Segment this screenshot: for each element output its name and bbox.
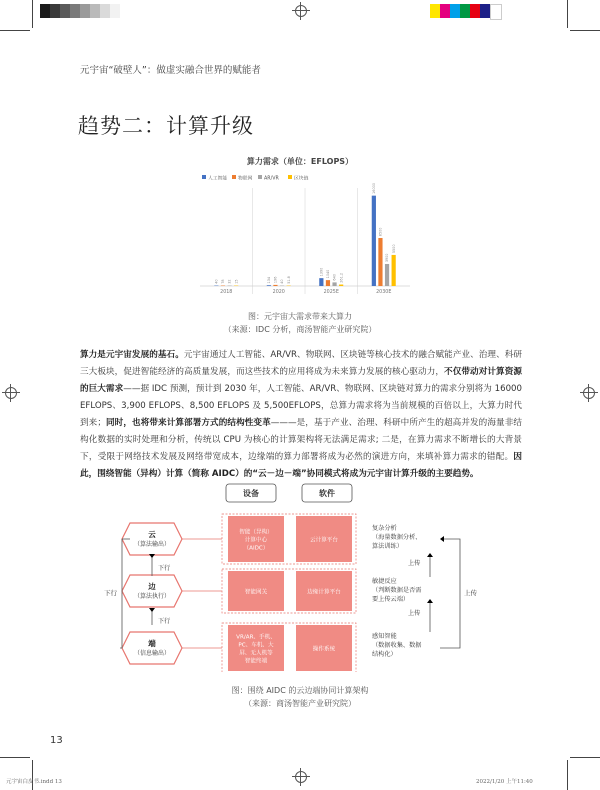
color-swatch: [60, 4, 70, 18]
data-label: 78: [221, 279, 226, 284]
data-label: 16000: [372, 183, 377, 194]
down-label: 下行: [158, 565, 171, 572]
bar: [378, 238, 382, 286]
tier-sub: （算法执行）: [133, 593, 171, 600]
data-label: 15: [234, 279, 239, 284]
section-title: 趋势二：计算升级: [78, 114, 254, 138]
bar: [273, 285, 277, 286]
down-outer-label: 下行: [104, 589, 117, 597]
x-tick-label: 2018: [220, 290, 233, 295]
up-bracket: [440, 539, 460, 648]
x-tick-label: 2025E: [323, 290, 339, 295]
bar: [319, 278, 323, 286]
registration-mark-top: [292, 2, 310, 20]
up-label: 上传: [408, 610, 421, 617]
data-label: 51.8: [286, 276, 291, 284]
data-label: 40: [280, 279, 285, 284]
body-bold: 因此，围绕智能（异构）计算（简称 AIDC）的“云－边－端”协同模式将成为元宇宙计算升级的主要趋势。: [80, 452, 522, 479]
data-label: 5500: [391, 244, 396, 254]
color-swatch: [110, 4, 120, 18]
down-label: 下行: [158, 618, 171, 625]
data-label: 261.2: [339, 273, 344, 283]
chart-title: 算力需求（单位：EFLOPS）: [246, 157, 354, 166]
registration-mark-right: [580, 384, 598, 402]
bar-chart: [180, 150, 420, 300]
crop-mark: [570, 30, 600, 31]
page-number: 13: [50, 735, 63, 746]
arrowhead: [427, 599, 433, 603]
capability-label: 算法训练）: [372, 543, 403, 550]
device-label: 屏、无人机等: [239, 650, 273, 657]
body-bold: 算力是元宇宙发展的基石。: [80, 350, 184, 360]
legend-swatch: [288, 175, 292, 179]
arrowhead: [149, 608, 155, 612]
body-bold: 同时，也将带来计算部署方式的结构性变革: [105, 418, 271, 428]
device-label: VR/AR、手机、: [236, 634, 276, 641]
capability-label: 结构化）: [372, 651, 397, 658]
capability-label: 复杂分析: [372, 525, 397, 532]
legend-label: 人工智能: [208, 176, 228, 182]
capability-label: 敏捷反应: [372, 578, 397, 585]
cloud-edge-device-diagram: [100, 482, 500, 672]
data-label: 134: [267, 276, 272, 284]
bar: [385, 264, 389, 286]
color-swatch: [490, 4, 502, 20]
color-swatch: [450, 4, 460, 18]
capability-label: （海量数据分析、: [372, 534, 422, 541]
tier-node: [122, 523, 182, 555]
down-bracket: [120, 539, 122, 648]
column-header-label: 软件: [319, 489, 335, 498]
diagram-caption: 图：围绕 AIDC 的云边端协同计算架构: [231, 686, 369, 695]
crop-mark: [32, 760, 33, 790]
color-swatch: [100, 4, 110, 18]
body-paragraph: [80, 347, 522, 483]
capability-label: 要上传云端）: [372, 596, 410, 603]
device-label: 计算中心: [244, 537, 268, 544]
bar: [339, 285, 343, 286]
diagram-source: （来源：商汤智能产业研究院）: [244, 699, 356, 708]
tier-sub: （信息输出）: [133, 650, 171, 657]
data-label: 640: [332, 274, 337, 281]
tier-node: [122, 632, 182, 664]
capability-label: 感知智能: [372, 633, 397, 640]
bar: [332, 282, 336, 286]
bar: [392, 255, 396, 286]
x-tick-label: 2030E: [376, 290, 392, 295]
crop-mark: [0, 757, 30, 758]
registration-mark-left: [2, 384, 20, 402]
data-label: 32: [227, 279, 232, 284]
color-swatch: [70, 4, 80, 18]
color-swatch: [90, 4, 100, 18]
data-label: 3900: [385, 253, 390, 263]
capability-label: （数据收集、数据: [372, 642, 422, 649]
tier-sub: （算法输出）: [133, 541, 171, 548]
crop-mark: [0, 30, 30, 31]
device-label: PC、车机、大: [238, 642, 274, 649]
footer-date: 2022/1/20 上午11:40: [476, 779, 533, 785]
legend-swatch: [232, 175, 236, 179]
registration-mark-bottom: [292, 768, 310, 786]
software-label: 操作系统: [312, 646, 336, 653]
chart-caption: 图：元宇宙大需求带来大算力: [248, 312, 352, 321]
device-label: 智能终端: [244, 658, 268, 665]
crop-mark: [570, 757, 600, 758]
data-label: 196: [273, 276, 278, 284]
crop-mark: [32, 0, 33, 28]
device-label: 智能网关: [244, 589, 268, 596]
arrowhead: [427, 553, 433, 557]
body-text: ——据 IDC 预测，预计到 2030 年，人工智能、AR/VR、物联网、区块链对算力的需求分别将为 16000 EFLOPS、3,900 EFLOPS、8,500 EFLOPS 及 5,500EFLOPS，总算力需求将为当前规模的百倍以上，大算力时代到来；: [80, 384, 522, 428]
body-bold: 不仅带动对计算资源的巨大需求: [80, 367, 522, 394]
color-swatch: [50, 4, 60, 18]
crop-mark: [567, 0, 568, 28]
tier-name: 端: [148, 639, 156, 648]
arrowhead: [440, 536, 444, 542]
body-text: 元宇宙通过人工智能、AR/VR、物联网、区块链等核心技术的融合赋能产业、治理、科研三大板块，促进智能经济的高质量发展，而这些技术的应用将成为未来算力发展的核心驱动力，: [80, 350, 522, 377]
data-label: 1040: [326, 269, 331, 279]
up-label: 上传: [408, 560, 421, 567]
software-label: 云计算平台: [310, 537, 338, 544]
device-label: （AIDC）: [243, 545, 269, 552]
bar: [326, 280, 330, 286]
up-outer-label: 上传: [464, 589, 477, 597]
color-swatch: [430, 4, 440, 18]
running-header: 元宇宙“破壁人”：做虚实融合世界的赋能者: [80, 65, 261, 76]
chart-source: （来源：IDC 分析，商汤智能产业研究院）: [223, 325, 377, 334]
crop-mark: [567, 760, 568, 790]
color-swatch: [80, 4, 90, 18]
capability-label: （判断数据是否需: [372, 587, 422, 594]
x-tick-label: 2020: [272, 290, 285, 295]
legend-label: 区块链: [294, 176, 309, 182]
color-swatch: [440, 4, 450, 18]
software-label: 边缘计算平台: [307, 589, 341, 596]
color-swatch: [40, 4, 50, 18]
color-swatch: [480, 4, 490, 18]
footer-filename: 元宇宙白皮书.indd 13: [6, 779, 62, 785]
device-label: 智能（异构）: [239, 529, 273, 536]
column-header-label: 设备: [243, 489, 259, 498]
tier-name: 边: [148, 582, 156, 591]
data-label: 8500: [378, 227, 383, 237]
tier-node: [122, 575, 182, 607]
legend-swatch: [258, 175, 262, 179]
bar: [372, 196, 376, 286]
color-swatch: [460, 4, 470, 18]
data-label: 40: [214, 279, 219, 284]
legend-label: AR/VR: [264, 176, 279, 182]
legend-swatch: [202, 175, 206, 179]
arrowhead: [149, 554, 155, 558]
tier-name: 云: [148, 530, 156, 539]
bar: [267, 285, 271, 286]
legend-label: 物联网: [238, 176, 253, 182]
body-text: ———是，基于产业、治理、科研中所产生的超高并发的海量非结构化数据的实时处理和分析，传统以 CPU 为核心的计算架构将无法满足需求; 二是，在算力需求不断增长的大背景下，受限于网络技术发展及网络带宽成本，边缘端的算力部署将成为必然的演进方向，来填补算力需求的错配。: [80, 418, 522, 462]
data-label: 1390: [319, 267, 324, 277]
color-swatch: [470, 4, 480, 18]
